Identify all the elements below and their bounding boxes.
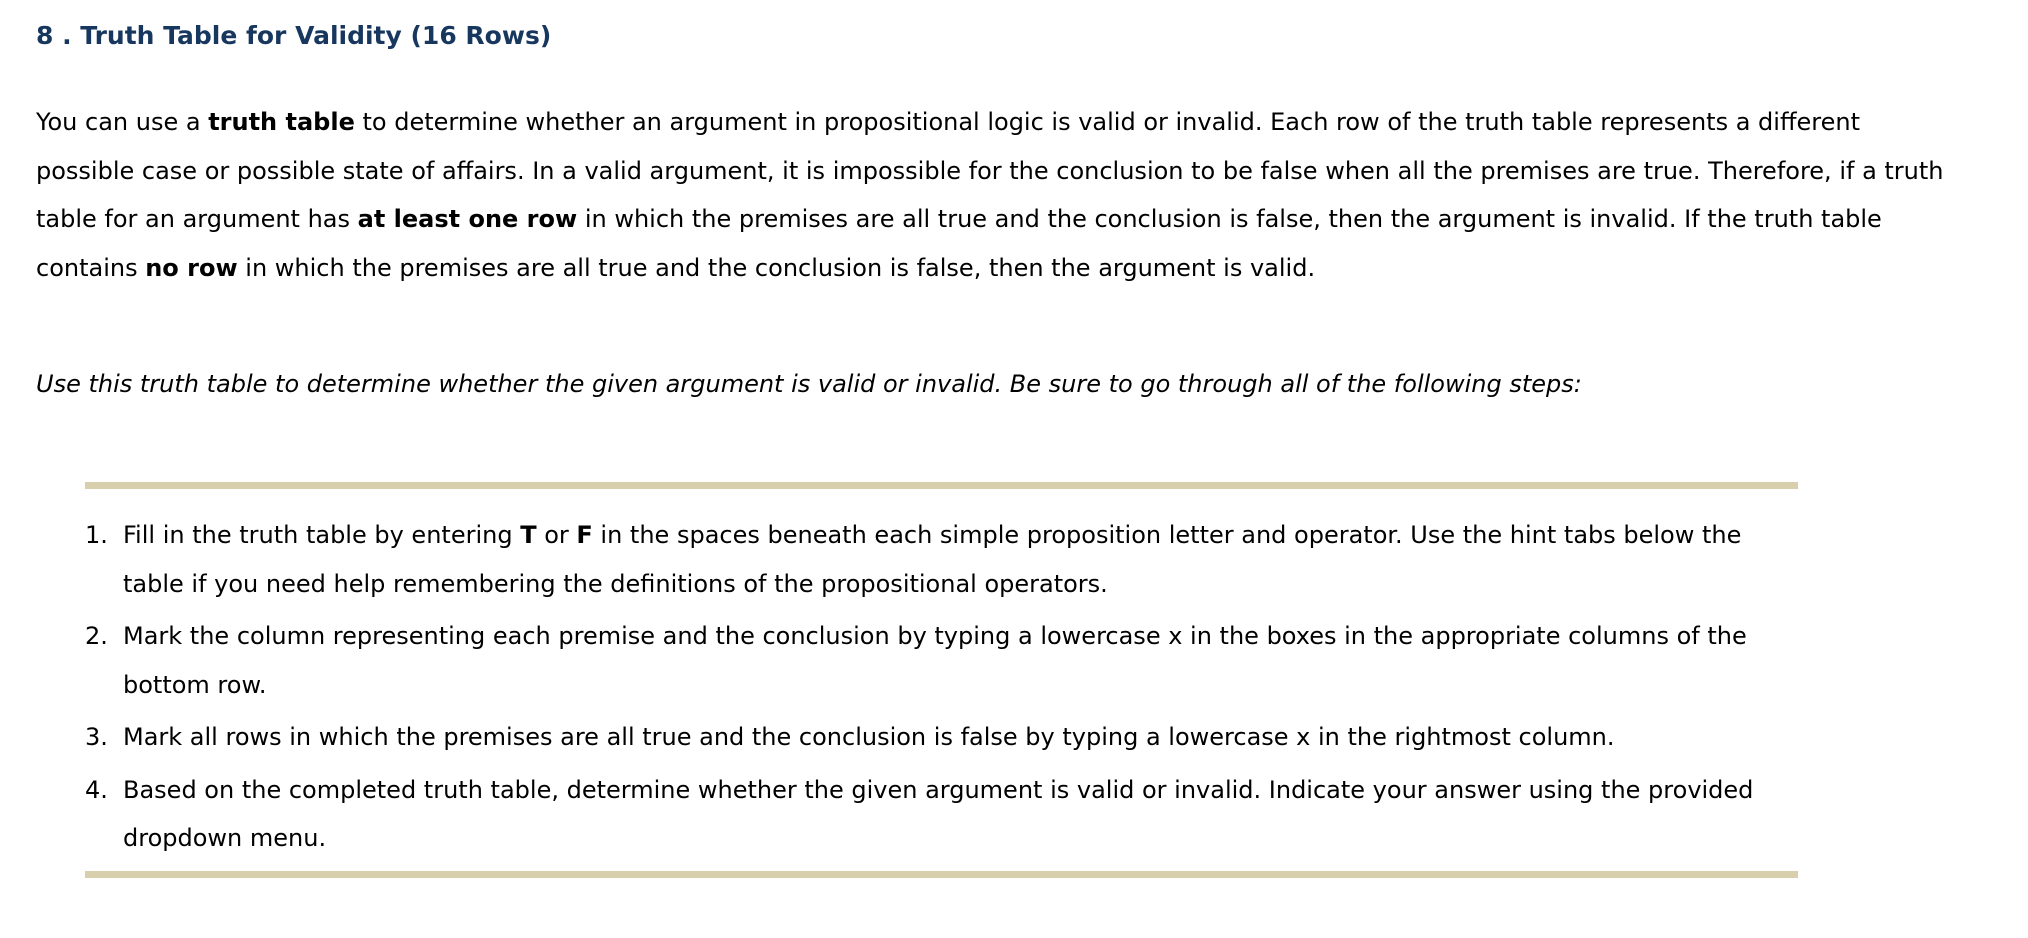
step-text: Mark all rows in which the premises are all true and the conclusion is false by typing a lowercase x in the rightmost column. bbox=[123, 723, 1615, 751]
steps-box bbox=[85, 482, 1798, 878]
step-number: 4. bbox=[85, 775, 108, 804]
step-text: Mark the column representing each premise and the conclusion by typing a lowercase x in the boxes in the appropriate columns of the bottom row. bbox=[123, 622, 1747, 699]
step-item-2 bbox=[85, 612, 1785, 709]
step-text: Fill in the truth table by entering bbox=[123, 521, 521, 549]
intro-bold-at-least-one-row: at least one row bbox=[357, 205, 578, 233]
intro-text-3: in which the premises are all true and the conclusion is false, then the argument is invalid. If the truth table contains bbox=[36, 205, 1882, 282]
step-text: or bbox=[536, 521, 577, 549]
step-number: 2. bbox=[85, 622, 108, 650]
steps-list bbox=[85, 511, 1785, 867]
step-number: 3. bbox=[85, 723, 108, 751]
page-title: 8 . Truth Table for Validity (16 Rows) bbox=[36, 21, 552, 50]
step-text: Based on the completed truth table, determine whether the given argument is valid or invalid. Indicate your answer using the provided dropdown menu. bbox=[123, 775, 1754, 852]
step-bold-t: T bbox=[520, 521, 537, 549]
intro-text-1: You can use a bbox=[36, 108, 209, 136]
step-number: 1. bbox=[85, 521, 108, 549]
intro-bold-truth-table: truth table bbox=[208, 108, 355, 136]
intro-bold-no-row: no row bbox=[145, 253, 238, 282]
step-item-3 bbox=[85, 713, 1785, 762]
step-bold-f: F bbox=[576, 521, 593, 549]
intro-paragraph bbox=[36, 98, 1956, 292]
step-item-4 bbox=[85, 766, 1785, 863]
step-item-1 bbox=[85, 511, 1785, 608]
intro-text-4: in which the premises are all true and the conclusion is false, then the argument is valid. bbox=[237, 253, 1316, 282]
instruction-text: Use this truth table to determine whether the given argument is valid or invalid. Be sure to go through all of the following steps: bbox=[36, 370, 1582, 398]
step-text: in the spaces beneath each simple proposition letter and operator. Use the hint tabs below the table if you need help remembering the definitions of the propositional operators. bbox=[123, 521, 1742, 598]
intro-text-2: to determine whether an argument in propositional logic is valid or invalid. Each row of the truth table represents a different possible case or possible state of affairs. In a valid argument, it is impossible for the conclusion to be false when all the premises are true. Therefore, if a truth table for an argument has bbox=[36, 108, 1944, 233]
